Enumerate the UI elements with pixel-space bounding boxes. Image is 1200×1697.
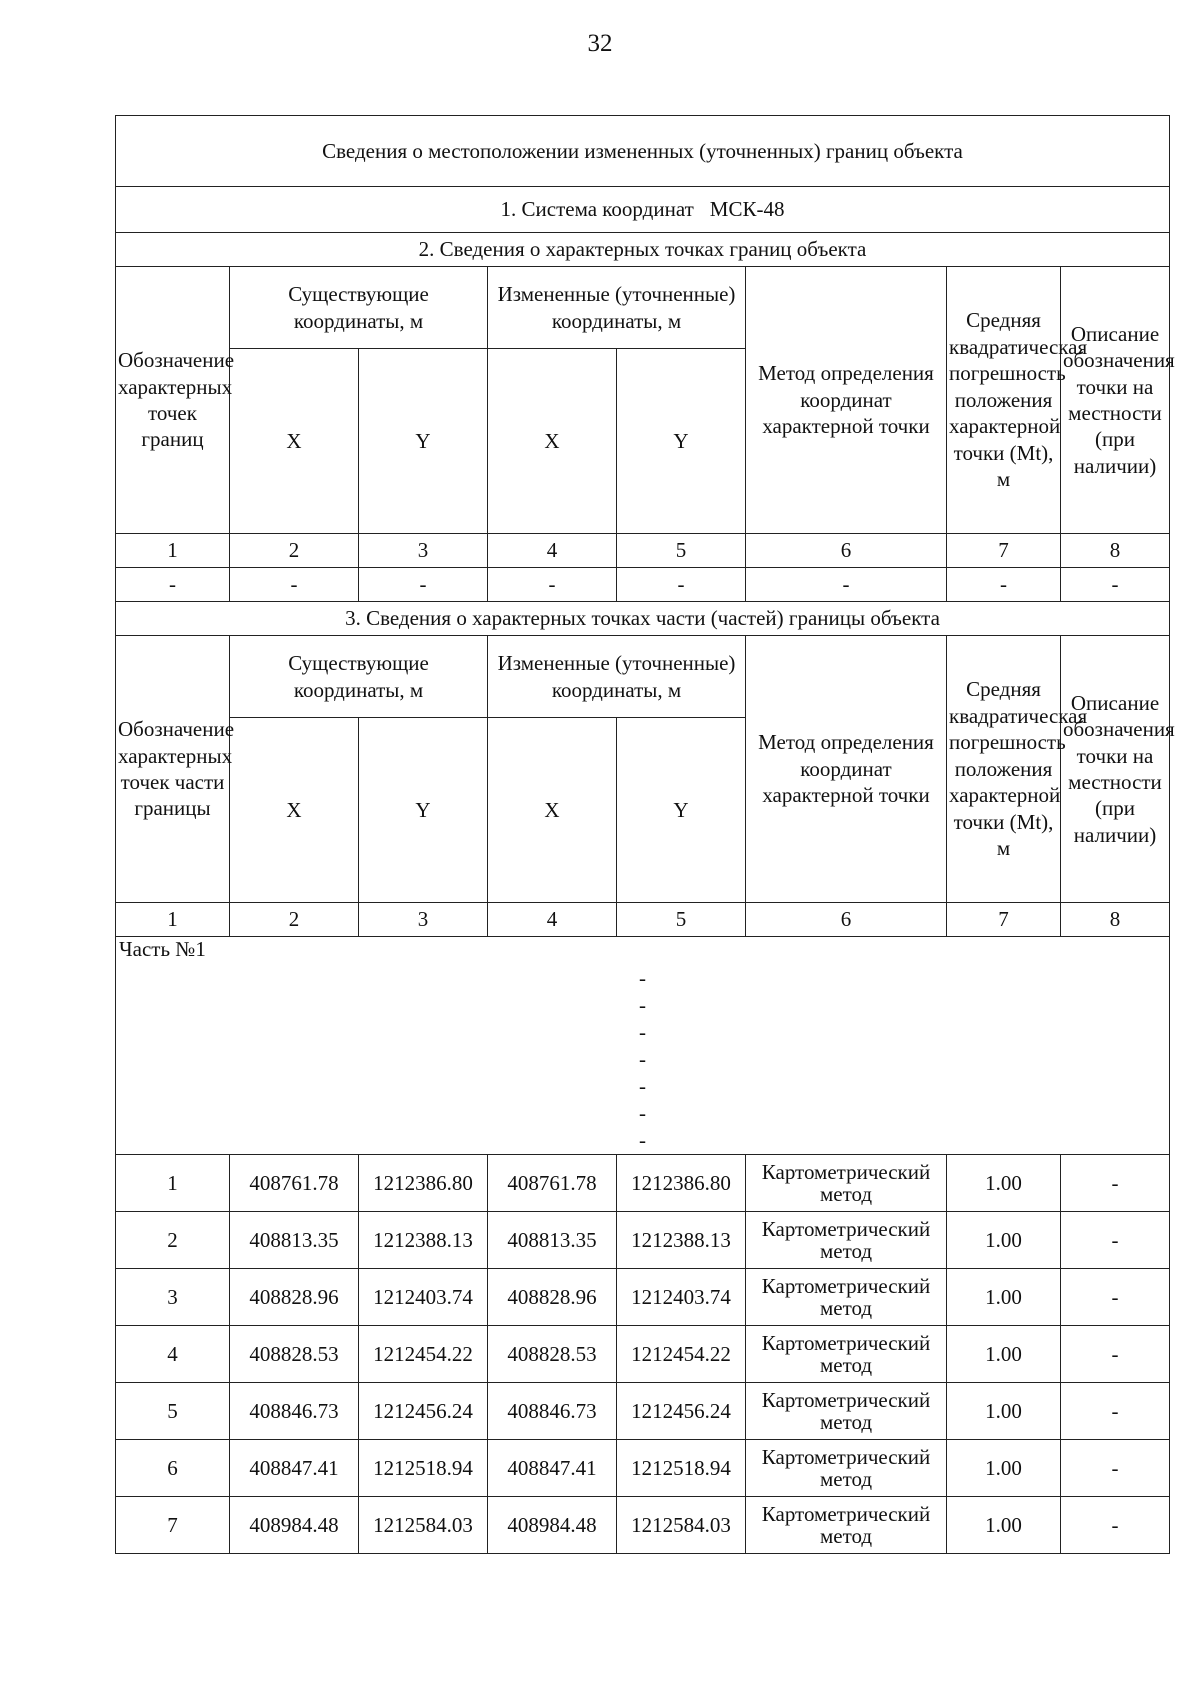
table-cell: - bbox=[116, 568, 230, 602]
existing-y: 1212403.74 bbox=[359, 1269, 488, 1326]
changed-x: 408846.73 bbox=[488, 1383, 617, 1440]
point-number: 4 bbox=[116, 1326, 230, 1383]
table-row bbox=[116, 1326, 1170, 1383]
page-number: 32 bbox=[587, 30, 613, 57]
method: Картометрический метод bbox=[746, 1497, 947, 1554]
header-method: Метод определения координат характерной точки bbox=[746, 636, 947, 903]
column-number: 1 bbox=[116, 903, 230, 937]
error-value: 1.00 bbox=[947, 1212, 1061, 1269]
description: - bbox=[1061, 1440, 1170, 1497]
column-number-row bbox=[116, 903, 1170, 937]
description: - bbox=[1061, 1212, 1170, 1269]
column-number: 4 bbox=[488, 534, 617, 568]
header-changed-x: X bbox=[488, 718, 617, 903]
point-number: 6 bbox=[116, 1440, 230, 1497]
header-changed-y: Y bbox=[617, 718, 746, 903]
section3-title: 3. Сведения о характерных точках части (частей) границы объекта bbox=[116, 602, 1170, 636]
point-number: 7 bbox=[116, 1497, 230, 1554]
header-error: Средняя квадратическая погрешность положения характерной точки (Mt), м bbox=[947, 267, 1061, 534]
description: - bbox=[1061, 1326, 1170, 1383]
dash: - bbox=[639, 1128, 646, 1152]
existing-y: 1212584.03 bbox=[359, 1497, 488, 1554]
column-number: 5 bbox=[617, 534, 746, 568]
dash: - bbox=[639, 1047, 646, 1071]
header-changed-coords: Измененные (уточненные) координаты, м bbox=[488, 636, 746, 718]
table-cell: - bbox=[947, 568, 1061, 602]
existing-x: 408846.73 bbox=[230, 1383, 359, 1440]
changed-y: 1212454.22 bbox=[617, 1326, 746, 1383]
header-existing-x: X bbox=[230, 718, 359, 903]
header-existing-coords: Существующие координаты, м bbox=[230, 636, 488, 718]
existing-x: 408984.48 bbox=[230, 1497, 359, 1554]
column-number: 6 bbox=[746, 534, 947, 568]
coord-system-row bbox=[116, 187, 1170, 233]
changed-y: 1212386.80 bbox=[617, 1155, 746, 1212]
method: Картометрический метод bbox=[746, 1269, 947, 1326]
table-row bbox=[116, 1497, 1170, 1554]
table-row bbox=[116, 1155, 1170, 1212]
table-cell: - bbox=[359, 568, 488, 602]
column-number: 7 bbox=[947, 903, 1061, 937]
header-description: Описание обозначения точки на местности (при наличии) bbox=[1061, 636, 1170, 903]
table-cell: - bbox=[617, 568, 746, 602]
header-designation: Обозначение характерных точек границ bbox=[116, 267, 230, 534]
table-cell: - bbox=[230, 568, 359, 602]
header-changed-coords: Измененные (уточненные) координаты, м bbox=[488, 267, 746, 349]
error-value: 1.00 bbox=[947, 1440, 1061, 1497]
point-number: 1 bbox=[116, 1155, 230, 1212]
table-cell: - bbox=[488, 568, 617, 602]
changed-y: 1212403.74 bbox=[617, 1269, 746, 1326]
description: - bbox=[1061, 1383, 1170, 1440]
method: Картометрический метод bbox=[746, 1383, 947, 1440]
existing-x: 408847.41 bbox=[230, 1440, 359, 1497]
method: Картометрический метод bbox=[746, 1440, 947, 1497]
header-existing-y: Y bbox=[359, 349, 488, 534]
existing-y: 1212518.94 bbox=[359, 1440, 488, 1497]
dash: - bbox=[639, 1101, 646, 1125]
error-value: 1.00 bbox=[947, 1326, 1061, 1383]
dash: - bbox=[639, 1020, 646, 1044]
header-changed-x: X bbox=[488, 349, 617, 534]
coord-system-value: МСК-48 bbox=[709, 197, 785, 222]
dash: - bbox=[639, 1074, 646, 1098]
header-existing-coords: Существующие координаты, м bbox=[230, 267, 488, 349]
table-row bbox=[116, 1383, 1170, 1440]
changed-y: 1212456.24 bbox=[617, 1383, 746, 1440]
table-row bbox=[116, 1440, 1170, 1497]
part-label: Часть №1 bbox=[119, 937, 206, 961]
table-title: Сведения о местоположении измененных (уточненных) границ объекта bbox=[116, 116, 1170, 187]
header-existing-y: Y bbox=[359, 718, 488, 903]
error-value: 1.00 bbox=[947, 1497, 1061, 1554]
column-number: 7 bbox=[947, 534, 1061, 568]
column-number: 8 bbox=[1061, 534, 1170, 568]
table-row bbox=[116, 1269, 1170, 1326]
changed-y: 1212388.13 bbox=[617, 1212, 746, 1269]
part-block bbox=[116, 937, 1170, 1155]
coord-system-label: 1. Система координат bbox=[500, 197, 694, 222]
method: Картометрический метод bbox=[746, 1212, 947, 1269]
column-number: 3 bbox=[359, 903, 488, 937]
error-value: 1.00 bbox=[947, 1155, 1061, 1212]
column-number: 2 bbox=[230, 534, 359, 568]
existing-y: 1212456.24 bbox=[359, 1383, 488, 1440]
column-number: 5 bbox=[617, 903, 746, 937]
part-dashes bbox=[119, 961, 1166, 1154]
existing-y: 1212388.13 bbox=[359, 1212, 488, 1269]
method: Картометрический метод bbox=[746, 1326, 947, 1383]
boundary-table bbox=[115, 115, 1175, 1554]
point-number: 5 bbox=[116, 1383, 230, 1440]
column-number-row bbox=[116, 534, 1170, 568]
section2-title: 2. Сведения о характерных точках границ объекта bbox=[116, 233, 1170, 267]
header-designation: Обозначение характерных точек части границы bbox=[116, 636, 230, 903]
changed-x: 408828.96 bbox=[488, 1269, 617, 1326]
table-row bbox=[116, 568, 1170, 602]
column-number: 8 bbox=[1061, 903, 1170, 937]
dash: - bbox=[639, 993, 646, 1017]
changed-x: 408761.78 bbox=[488, 1155, 617, 1212]
error-value: 1.00 bbox=[947, 1383, 1061, 1440]
existing-x: 408761.78 bbox=[230, 1155, 359, 1212]
column-number: 4 bbox=[488, 903, 617, 937]
point-number: 3 bbox=[116, 1269, 230, 1326]
header-existing-x: X bbox=[230, 349, 359, 534]
existing-x: 408813.35 bbox=[230, 1212, 359, 1269]
error-value: 1.00 bbox=[947, 1269, 1061, 1326]
header-changed-y: Y bbox=[617, 349, 746, 534]
column-number: 2 bbox=[230, 903, 359, 937]
table-row bbox=[116, 1212, 1170, 1269]
existing-x: 408828.96 bbox=[230, 1269, 359, 1326]
header-error: Средняя квадратическая погрешность положения характерной точки (Mt), м bbox=[947, 636, 1061, 903]
description: - bbox=[1061, 1155, 1170, 1212]
column-number: 1 bbox=[116, 534, 230, 568]
existing-y: 1212454.22 bbox=[359, 1326, 488, 1383]
changed-x: 408847.41 bbox=[488, 1440, 617, 1497]
table-cell: - bbox=[1061, 568, 1170, 602]
header-description: Описание обозначения точки на местности (при наличии) bbox=[1061, 267, 1170, 534]
dash: - bbox=[639, 966, 646, 990]
point-number: 2 bbox=[116, 1212, 230, 1269]
changed-x: 408813.35 bbox=[488, 1212, 617, 1269]
method: Картометрический метод bbox=[746, 1155, 947, 1212]
changed-y: 1212518.94 bbox=[617, 1440, 746, 1497]
table-cell: - bbox=[746, 568, 947, 602]
existing-y: 1212386.80 bbox=[359, 1155, 488, 1212]
column-number: 3 bbox=[359, 534, 488, 568]
existing-x: 408828.53 bbox=[230, 1326, 359, 1383]
description: - bbox=[1061, 1269, 1170, 1326]
changed-x: 408828.53 bbox=[488, 1326, 617, 1383]
header-method: Метод определения координат характерной точки bbox=[746, 267, 947, 534]
changed-y: 1212584.03 bbox=[617, 1497, 746, 1554]
changed-x: 408984.48 bbox=[488, 1497, 617, 1554]
description: - bbox=[1061, 1497, 1170, 1554]
column-number: 6 bbox=[746, 903, 947, 937]
